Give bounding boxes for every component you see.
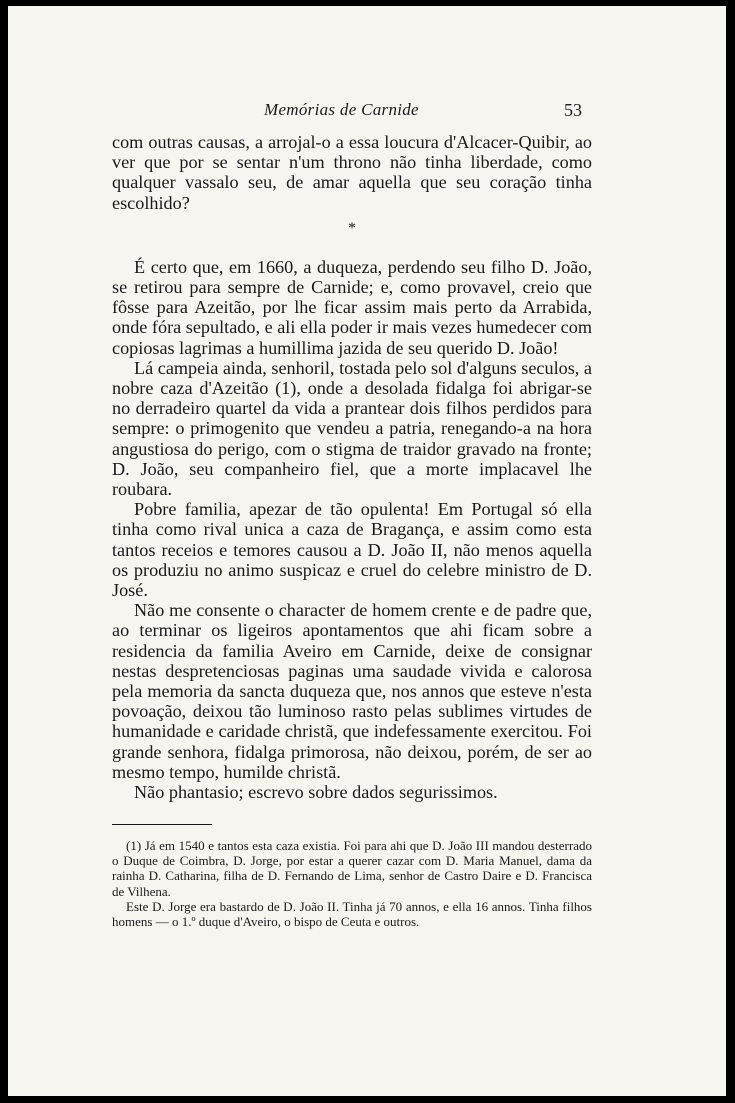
- footnote-continuation: Este D. Jorge era bastardo de D. João II. Tinha já 70 annos, e ella 16 annos. Tinha filhos homens — o 1.º duque d'Aveiro, o bispo de Ceuta e outros.: [112, 898, 592, 930]
- book-page: [8, 6, 726, 1096]
- paragraph: É certo que, em 1660, a duqueza, perdendo seu filho D. João, se retirou para sempre de Carnide; e, como provavel, creio que fôsse para Azeitão, por lhe ficar assim mais perto da Arrabida, onde fóra sepultado, e ali ella poder ir mais vezes humedecer com copiosas lagrimas a humillima jazida de seu querido D. João!: [112, 256, 592, 358]
- running-title: Memórias de Carnide: [264, 100, 419, 119]
- paragraph-continued: com outras causas, a arrojal-o a essa loucura d'Alcacer-Quibir, ao ver que por se sentar n'um throno não tinha liberdade, como qualquer vassalo seu, de amar aquella que seu coração tinha escolhido?: [112, 132, 592, 213]
- footnotes: [112, 838, 592, 929]
- paragraph: Não phantasio; escrevo sobre dados segurissimos.: [134, 782, 498, 803]
- paragraph: Pobre familia, apezar de tão opulenta! Em Portugal só ella tinha como rival unica a caza de Bragança, e assim como esta tantos receios e temores causou a D. João II, não menos aquella os produziu no animo suspicaz e cruel do celebre ministro de D. José.: [112, 499, 592, 601]
- section-break-asterism: *: [348, 219, 356, 237]
- footnote-separator: [112, 824, 212, 825]
- paragraph: Não me consente o character de homem crente e de padre que, ao terminar os ligeiros apontamentos que ahi ficam sobre a residencia da familia Aveiro em Carnide, deixe de consignar nestas despretenciosas paginas uma saudade vivida e calorosa pela memoria da sancta duqueza que, nos annos que esteve n'esta povoação, deixou tão luminoso rasto pelas sublimes virtudes de humanidade e caridade christã, que indefessamente exercitou. Foi grande senhora, fidalga primorosa, não deixou, porém, de ser ao mesmo tempo, humilde christã.: [112, 600, 592, 782]
- footnote: (1) Já em 1540 e tantos esta caza existia. Foi para ahi que D. João III mandou desterrado o Duque de Coimbra, D. Jorge, por estar a querer cazar com D. Maria Manuel, dama da rainha D. Catharina, filha de D. Fernando de Lima, senhor de Castro Daire e D. Francisca de Vilhena.: [112, 838, 592, 899]
- paragraph: Lá campeia ainda, senhoril, tostada pelo sol d'alguns seculos, a nobre caza d'Azeitão (1), onde a desolada fidalga foi abrigar-se no derradeiro quartel da vida a prantear dois filhos perdidos para sempre: o primogenito que vendeu a patria, renegando-a na hora angustiosa do perigo, com o stigma de traidor gravado na fronte; D. João, seu companheiro fiel, que a morte implacavel lhe roubara.: [112, 357, 592, 500]
- page-number: 53: [564, 100, 582, 120]
- page-header: [8, 100, 726, 124]
- main-text: [112, 132, 592, 802]
